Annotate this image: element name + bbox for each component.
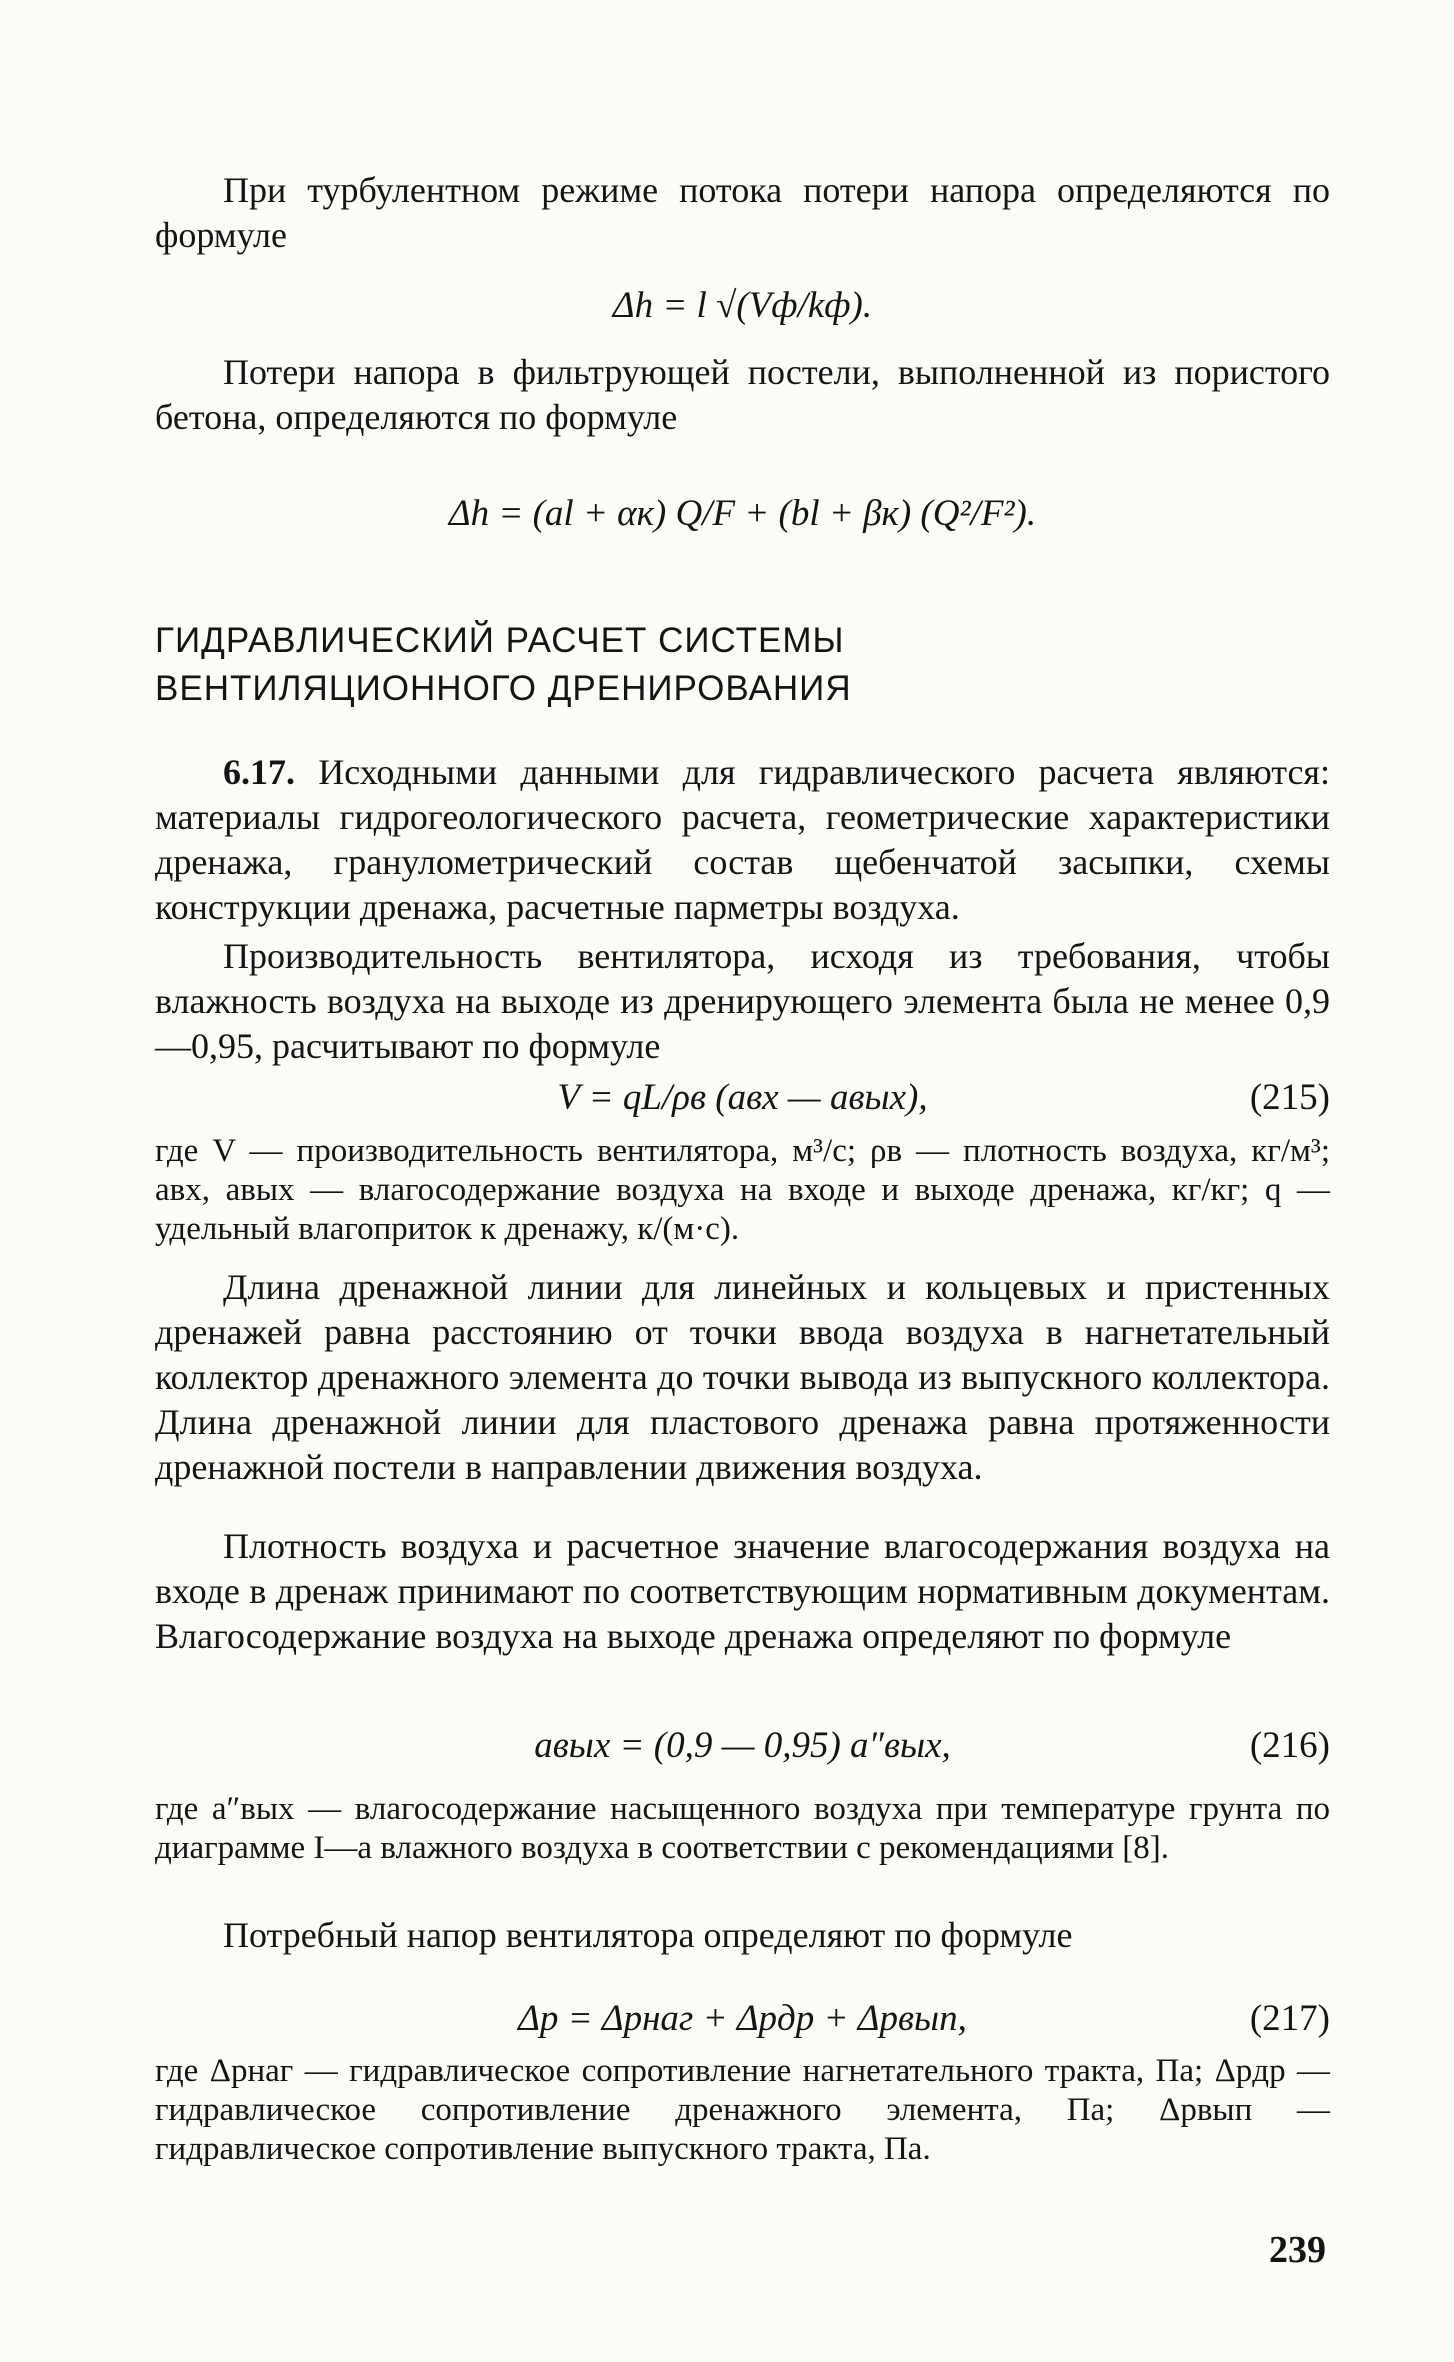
formula-216-number: (216) xyxy=(1249,1725,1330,1766)
page-number: 239 xyxy=(1269,2229,1326,2271)
formula-215-expression: V = qL/ρв (aвх — aвых), xyxy=(557,1077,928,1118)
formula-215-number: (215) xyxy=(1249,1077,1330,1118)
formula-216-expression: aвых = (0,9 — 0,95) a″вых, xyxy=(534,1725,951,1766)
where-clause-217: где Δpнаг — гидравлическое сопротивление нагнетательного тракта, Па; Δpдр — гидравлическое сопротивление дренажного элемента, Па; Δpвып — гидравлическое сопротивление выпускного тракта, Па. xyxy=(155,2053,1330,2167)
formula-217-number: (217) xyxy=(1249,1998,1330,2039)
formula-turbulent: Δh = l √(Vф/kф). xyxy=(612,285,873,326)
item-number: 6.17. xyxy=(223,752,295,792)
section-heading-line-2: ВЕНТИЛЯЦИОННОГО ДРЕНИРОВАНИЯ xyxy=(155,669,852,708)
paragraph-drain-length: Длина дренажной линии для линейных и кольцевых и пристенных дренажей равна расстоянию от точки ввода воздуха в нагнетательный коллектор дренажного элемента до точки вывода из выпускного коллектора. Длина дренажной линии для пластового дренажа равна протяженности дренажной постели в направлении движения воздуха. xyxy=(155,1267,1330,1487)
section-heading-line-1: ГИДРАВЛИЧЕСКИЙ РАСЧЕТ СИСТЕМЫ xyxy=(155,621,845,660)
formula-porous-concrete: Δh = (al + αк) Q/F + (bl + βк) (Q²/F²). xyxy=(448,493,1037,534)
paragraph-turbulent: При турбулентном режиме потока потери напора определяются по формуле xyxy=(155,170,1330,255)
paragraph-fan-capacity: Производительность вентилятора, исходя из требования, чтобы влажность воздуха на выходе из дренирующего элемента была не менее 0,9—0,95, расчитывают по формуле xyxy=(155,936,1330,1066)
formula-217 xyxy=(155,1995,1330,2043)
where-clause-215: где V — производительность вентилятора, м³/с; ρв — плотность воздуха, кг/м³; aвх, aвых — влагосодержание воздуха на входе и выходе дренажа, кг/кг; q — удельный влагоприток к дренажу, к/(м·с). xyxy=(155,1133,1330,1247)
formula-217-expression: Δp = Δpнаг + Δpдр + Δpвып, xyxy=(518,1998,967,2039)
formula-215 xyxy=(155,1074,1330,1122)
paragraph-air-density: Плотность воздуха и расчетное значение влагосодержания воздуха на входе в дренаж принимают по соответствующим нормативным документам. Влагосодержание воздуха на выходе дренажа определяют по формуле xyxy=(155,1526,1330,1656)
paragraph-required-head: Потребный напор вентилятора определяют по формуле xyxy=(223,1915,1073,1955)
where-clause-216: где a″вых — влагосодержание насыщенного воздуха при температуре грунта по диаграмме I—a влажного воздуха в соответствии с рекомендациями [8]. xyxy=(155,1791,1330,1866)
formula-216 xyxy=(155,1722,1330,1770)
paragraph-initial-data-text: Исходными данными для гидравлического расчета являются: материалы гидрогеологического расчета, геометрические характеристики дренажа, гранулометрический состав щебенчатой засыпки, схемы конструкции дренажа, расчетные парметры воздуха. xyxy=(155,752,1330,927)
paragraph-initial-data xyxy=(155,750,1330,930)
paragraph-porous-concrete: Потери напора в фильтрующей постели, выполненной из пористого бетона, определяются по формуле xyxy=(155,352,1330,437)
